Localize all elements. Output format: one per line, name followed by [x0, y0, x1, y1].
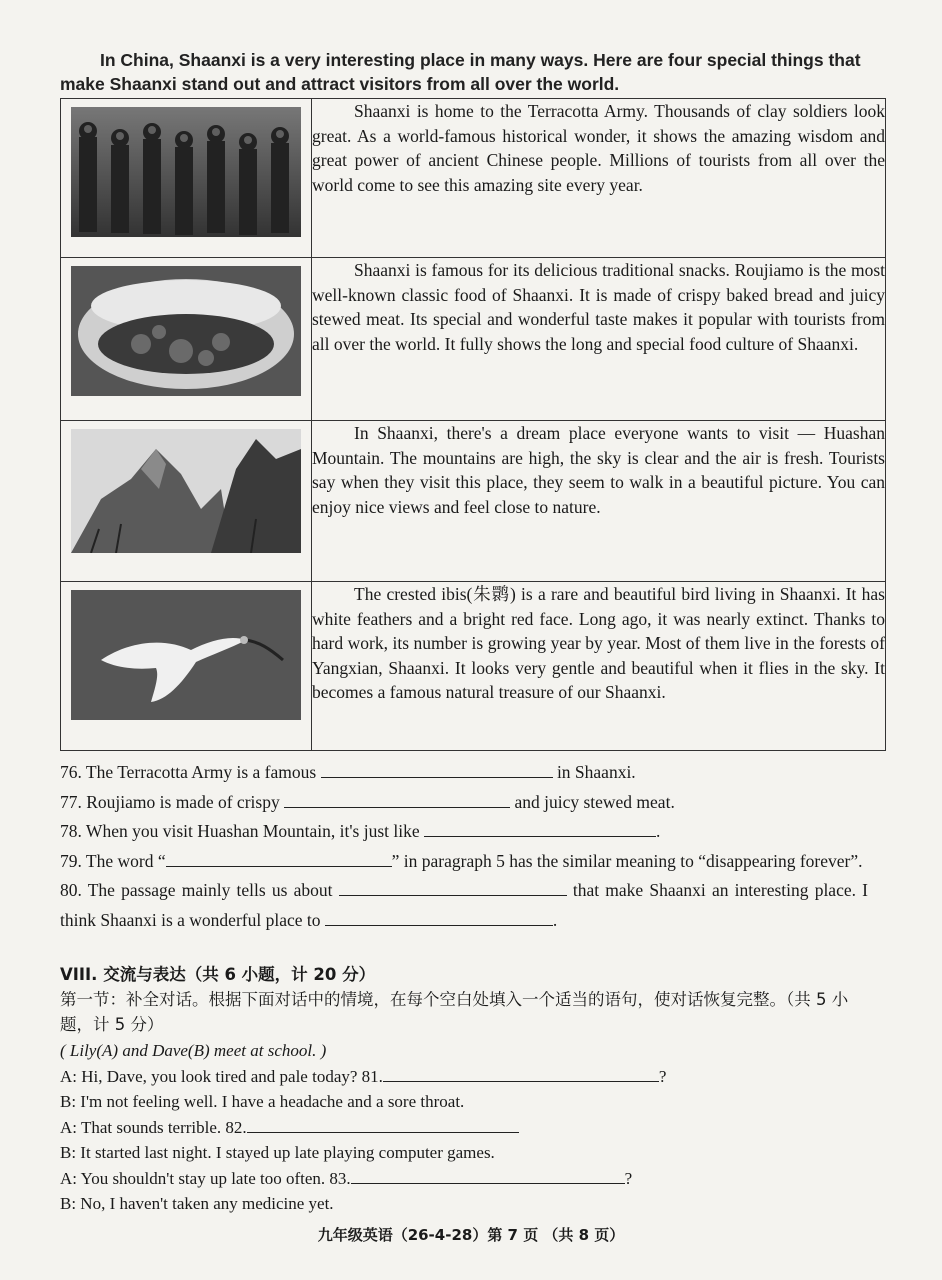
passage-text: Shaanxi is famous for its delicious traditional snacks. Roujiamo is the most well-known classic food of Shaanxi. It is made of crispy baked bread and juicy stewed meat. Its special and wonderful taste makes it popular with tourists from all over the world. It fully shows the long and special food culture of Shaanxi.	[312, 260, 885, 354]
question-text: 80. The passage mainly tells us about	[60, 880, 333, 900]
intro-paragraph	[60, 48, 880, 96]
passage-text: Shaanxi is home to the Terracotta Army. Thousands of clay soldiers look great. As a world-famous historical wonder, it shows the amazing wisdom and great power of ancient Chinese people. Millions of tourists from all over the world come to see this amazing site every year.	[312, 101, 885, 195]
question-text: 79. The word “	[60, 850, 166, 871]
text-cell	[312, 258, 886, 421]
passage-row	[61, 421, 886, 582]
text-cell	[312, 421, 886, 582]
dialog-text: ?	[658, 1067, 667, 1086]
dialog-scene: ( Lily(A) and Dave(B) meet at school. )	[60, 1041, 327, 1060]
image-cell	[61, 258, 312, 421]
answer-blank-76[interactable]	[321, 759, 553, 778]
section-instructions: 第一节：补全对话。根据下面对话中的情境，在每个空白处填入一个适当的语句，使对话恢复完整。（共 5 小题，计 5 分）	[60, 990, 849, 1034]
intro-text: In China, Shaanxi is a very interesting place in many ways. Here are four special things that make Shaanxi stand out and attract visitors from all over the world.	[60, 50, 861, 94]
dialog-line: B: It started last night. I stayed up late playing computer games.	[60, 1143, 495, 1162]
terracotta-army-photo	[71, 107, 301, 237]
passage-text: In Shaanxi, there's a dream place everyone wants to visit — Huashan Mountain. The mountains are high, the sky is clear and the air is fresh. Tourists say when they visit this place, they seem to walk in a beautiful picture. You can enjoy nice views and feel close to nature.	[312, 423, 885, 517]
image-cell	[61, 99, 312, 258]
question-80	[60, 876, 868, 935]
dialog-line: B: No, I haven't taken any medicine yet.	[60, 1194, 334, 1213]
answer-blank-79[interactable]	[166, 848, 392, 867]
dialog-section	[60, 1038, 880, 1216]
question-text: 78. When you visit Huashan Mountain, it's just like	[60, 821, 420, 841]
dialog-text: ?	[624, 1169, 633, 1188]
question-77	[60, 788, 868, 818]
question-text: 77. Roujiamo is made of crispy	[60, 791, 280, 812]
section-viii	[60, 962, 880, 1037]
question-text: .	[656, 821, 661, 841]
passages-table	[60, 98, 886, 751]
question-text: ” in paragraph 5 has the similar meaning to “disappearing forever”.	[391, 850, 863, 871]
image-cell	[61, 421, 312, 582]
text-cell	[312, 582, 886, 751]
question-79	[60, 847, 868, 877]
page-footer: 九年级英语（26-4-28）第 7 页 （共 8 页）	[317, 1226, 625, 1244]
answer-blank-83[interactable]	[351, 1165, 625, 1184]
question-76	[60, 758, 868, 788]
question-text: .	[552, 909, 558, 930]
question-text: and juicy stewed meat.	[514, 791, 675, 812]
question-text: that make Shaanxi an interesting place. I think Shaanxi is a wonderful place to	[60, 880, 868, 930]
answer-blank-81[interactable]	[383, 1063, 659, 1082]
text-cell	[312, 99, 886, 258]
answer-blank-77[interactable]	[284, 789, 510, 808]
roujiamo-photo	[71, 266, 301, 396]
passage-row	[61, 99, 886, 258]
dialog-line	[60, 1165, 880, 1191]
answer-blank-82[interactable]	[247, 1114, 519, 1133]
dialog-text: A: You shouldn't stay up late too often. 83.	[60, 1169, 351, 1188]
dialog-line: B: I'm not feeling well. I have a headache and a sore throat.	[60, 1092, 465, 1111]
dialog-line	[60, 1114, 880, 1140]
passage-row	[61, 582, 886, 751]
question-78	[60, 817, 868, 847]
passage-text: The crested ibis(朱鹮) is a rare and beautiful bird living in Shaanxi. It has white feathers and a bright red face. Long ago, it was nearly extinct. Thanks to hard work, its number is growing year by year. Most of them live in the forests of Yangxian, Shaanxi. It looks very gentle and beautiful when it flies in the sky. It becomes a famous natural treasure of our Shaanxi.	[312, 584, 885, 703]
questions-section	[60, 758, 868, 935]
dialog-text: A: That sounds terrible. 82.	[60, 1118, 247, 1137]
dialog-text: A: Hi, Dave, you look tired and pale today? 81.	[60, 1067, 383, 1086]
image-cell	[61, 582, 312, 751]
crested-ibis-photo	[71, 590, 301, 720]
answer-blank-80b[interactable]	[325, 907, 553, 926]
dialog-line	[60, 1063, 880, 1089]
section-title: VIII. 交流与表达（共 6 小题，计 20 分）	[60, 965, 376, 984]
passage-row	[61, 258, 886, 421]
question-text: 76. The Terracotta Army is a famous	[60, 762, 317, 782]
answer-blank-78[interactable]	[424, 818, 656, 837]
answer-blank-80a[interactable]	[339, 877, 567, 896]
question-text: in Shaanxi.	[556, 762, 636, 782]
huashan-mountain-photo	[71, 429, 301, 553]
